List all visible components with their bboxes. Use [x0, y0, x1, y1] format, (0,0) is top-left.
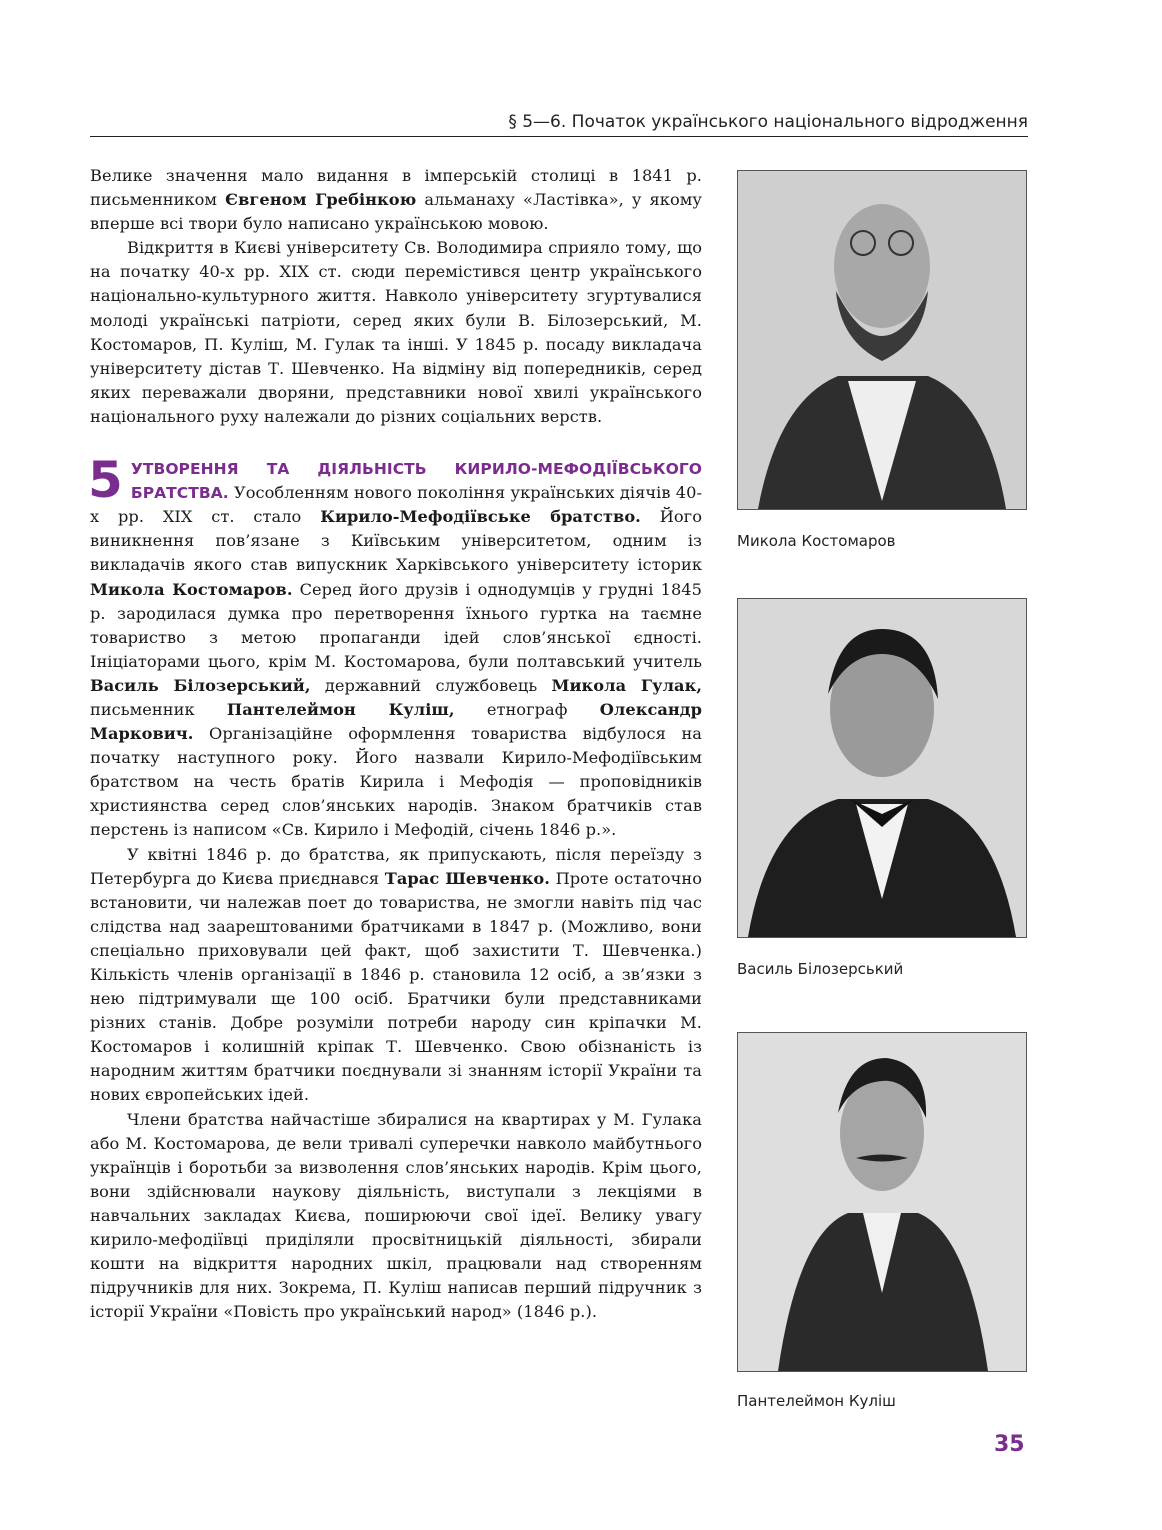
- text-run: альманаху «Ластівка», у якому вперше всі твори було написано українською мовою.: [90, 190, 702, 234]
- text-run: Серед його друзів і однодумців у грудні 1845 р. зародилася думка про перетворення їхнього гуртка на таємне товариство з метою пропаганди ідей слов’янської єдності. Ініціаторами цього, крім М. Костомарова, були полтавський учитель: [90, 579, 702, 671]
- section-title: УТВОРЕННЯ ТА ДІЯЛЬНІСТЬ КИРИЛО-МЕФОДІЇВСЬКОГО БРАТСТВА.: [130, 460, 702, 503]
- text-run: етнограф: [454, 699, 600, 719]
- portrait-image: [738, 171, 1026, 509]
- paragraph-1: [90, 164, 702, 236]
- portrait-kulish: [737, 1032, 1027, 1372]
- paragraph-2: Відкриття в Києві університету Св. Володимира сприяло тому, що на початку 40-х рр. XIX ст. сюди перемістився центр українського національно-культурного життя. Навколо університету згуртувалися молоді українські патріоти, серед яких були В. Білозерський, М. Костомаров, П. Куліш, М. Гулак та інші. У 1845 р. посаду викладача університету дістав Т. Шевченко. На відміну від попередників, серед яких переважали дворяни, представники нової хвилі українського національного руху належали до різних соціальних верств.: [90, 238, 702, 426]
- text-run: Організаційне оформлення товариства відбулося на початку наступного року. Його назвали Кирило-Мефодіївським братством на честь братів Кирила і Мефодія — проповідників християнства серед слов’янських народів. Знаком братчиків став перстень із написом «Св. Кирило і Мефодій, січень 1846 р.».: [90, 724, 702, 840]
- bold-term: Кирило-Мефодіївське братство.: [320, 507, 641, 527]
- portrait-bilozerskyi: [737, 598, 1027, 938]
- paragraph-5: Члени братства найчастіше збиралися на квартирах у М. Гулака або М. Костомарова, де вели тривалі суперечки навколо майбутнього українців і боротьби за визволення слов’янських народів. Крім цього, вони здійснювали наукову діяльність, виступали з лекціями в навчальних закладах Києва, поширюючи свої ідеї. Велику увагу кирило-мефодіївці приділяли просвітницькій діяльності, збирали кошти на відкриття народних шкіл, працювали над створенням підручників для них. Зокрема, П. Куліш написав перший підручник з історії України «Повість про український народ» (1846 р.).: [90, 1109, 702, 1322]
- portrait-image: [738, 1033, 1026, 1371]
- paragraph-4: [90, 843, 702, 1108]
- portrait-kostomarov: [737, 170, 1027, 510]
- bold-term: Тарас Шевченко.: [384, 868, 550, 888]
- section-5-paragraph: [88, 451, 703, 843]
- text-run: Проте остаточно встановити, чи належав поет до товариства, не змогли навіть під час слідства над заарештованими братчиками в 1847 р. (Можливо, вони спеціально приховували цей факт, щоб захистити Т. Шевченка.) Кількість членів організації в 1846 р. становила 12 осіб, а зв’язки з нею підтримували ще 100 осіб. Братчики були представниками різних станів. Добре розуміли потреби народу син кріпачки М. Костомаров і колишній кріпак Т. Шевченко. Свою обізнаність із народним життям братчики поєднували зі знанням історії України та нових європейських ідей.: [90, 868, 702, 1105]
- running-header: [90, 108, 1028, 137]
- caption-kostomarov: Микола Костомаров: [737, 532, 896, 550]
- text-run: Його виникнення пов’язане з Київським університетом, одним із викладачів якого став випускник Харківського університету історик: [90, 507, 702, 575]
- bold-term: Микола Гулак,: [551, 675, 703, 695]
- portrait-image: [738, 599, 1026, 937]
- section-5: [88, 451, 703, 843]
- caption-kulish: Пантелеймон Куліш: [737, 1392, 896, 1410]
- caption-bilozerskyi: Василь Білозерський: [737, 960, 904, 978]
- text-run: Велике значення мало видання в імперській столиці в 1841 р. письменником: [90, 166, 702, 210]
- page-number: 35: [994, 1432, 1025, 1457]
- bold-term: Олександр Маркович.: [90, 699, 702, 744]
- text-run: Уособленням нового покоління українських діячів 40-х рр. XIX ст. стало: [90, 483, 702, 527]
- main-text-column: [90, 164, 702, 1324]
- text-run: письменник: [90, 699, 227, 719]
- text-run: У квітні 1846 р. до братства, як припускають, після переїзду з Петербурга до Києва приєднався: [90, 844, 702, 888]
- section-number: 5: [88, 451, 123, 510]
- bold-term: Євгеном Гребінкою: [225, 190, 417, 210]
- bold-term: Пантелеймон Куліш,: [226, 699, 455, 719]
- running-title: § 5—6. Початок українського національного відродження: [508, 112, 1028, 132]
- text-run: державний службовець: [310, 675, 552, 695]
- bold-term: Микола Костомаров.: [90, 579, 293, 599]
- bold-term: Василь Білозерський,: [90, 675, 311, 695]
